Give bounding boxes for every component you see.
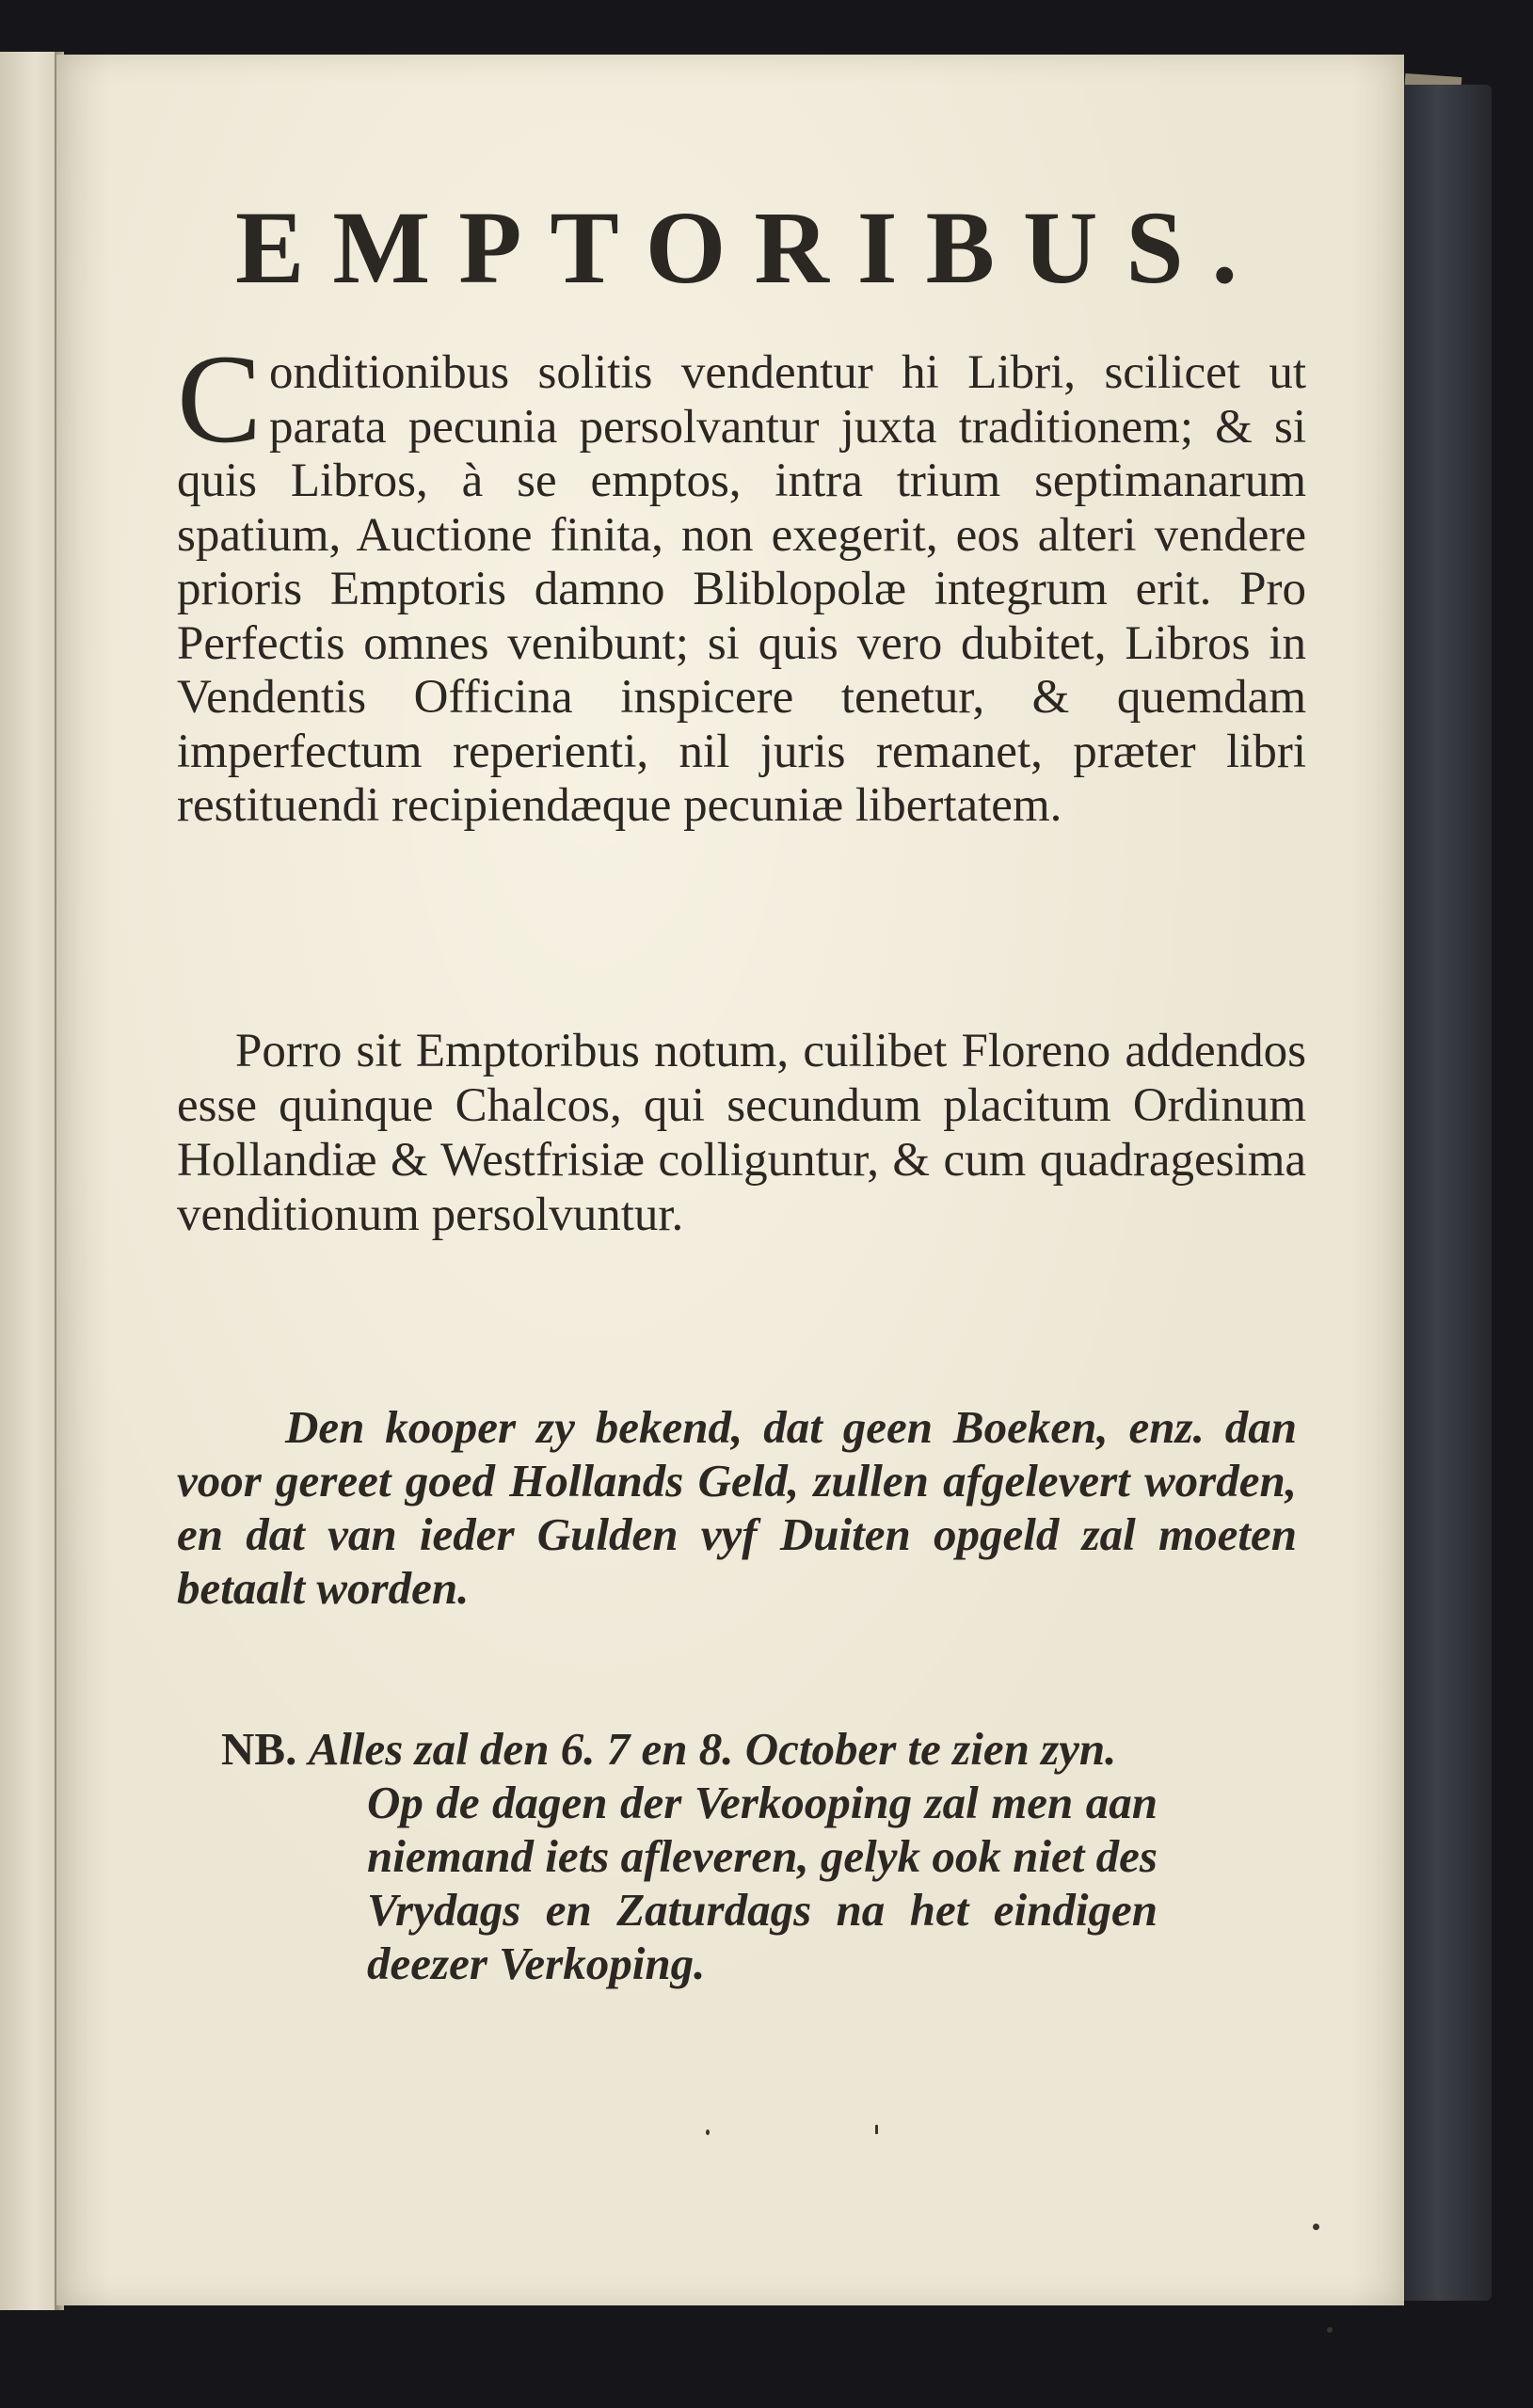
paper-speck <box>1327 2327 1333 2333</box>
drop-cap-initial: C <box>177 329 263 470</box>
nb-first-line: Alles zal den 6. 7 en 8. October te zien zyn. <box>308 1723 1117 1775</box>
paper-speck <box>875 2125 878 2134</box>
nb-rest-text: Op de dagen der Verkooping zal men aan niemand iets afleveren, gelyk ook niet des Vrydags en Zaturdags na het eindigen deezer Verkoping. <box>367 1777 1158 1989</box>
dutch-paragraph: Den kooper zy bekend, dat geen Boeken, enz. dan voor gereet goed Hollands Geld, zullen afgelevert worden, en dat van ieder Gulden vyf Duiten opgeld zal moeten betaalt worden. <box>177 1401 1297 1614</box>
page-title: EMPTORIBUS. <box>235 190 1267 305</box>
book-page <box>56 55 1404 2305</box>
paper-speck <box>1313 2224 1319 2230</box>
paper-speck <box>706 2129 710 2135</box>
nb-note <box>221 1722 1303 1990</box>
book-cover <box>1402 85 1492 2301</box>
notice-paragraph: Porro sit Emptoribus notum, cuilibet Floreno addendos esse quinque Chalcos, qui secundum placitum Ordinum Hollandiæ & Westfrisiæ colliguntur, & cum quadragesima venditionum persolvuntur. <box>177 1025 1306 1241</box>
nb-label: NB. <box>221 1723 297 1775</box>
conditions-text: onditionibus solitis vendentur hi Libri, scilicet ut parata pecunia persolvantur juxta traditionem; & si quis Libros, à se emptos, intra trium septimanarum spatium, Auctione finita, non exegerit, eos alteri vendere prioris Emptoris damno Bliblopolæ integrum erit. Pro Perfectis omnes venibunt; si quis vero dubitet, Libros in Vendentis Officina inspicere tenetur, & quemdam imperfectum reperienti, nil juris remanet, præter libri restituendi recipiendæque pecuniæ libertatem. <box>177 346 1306 832</box>
facing-page-edge <box>0 52 60 2310</box>
conditions-paragraph <box>177 329 1306 834</box>
